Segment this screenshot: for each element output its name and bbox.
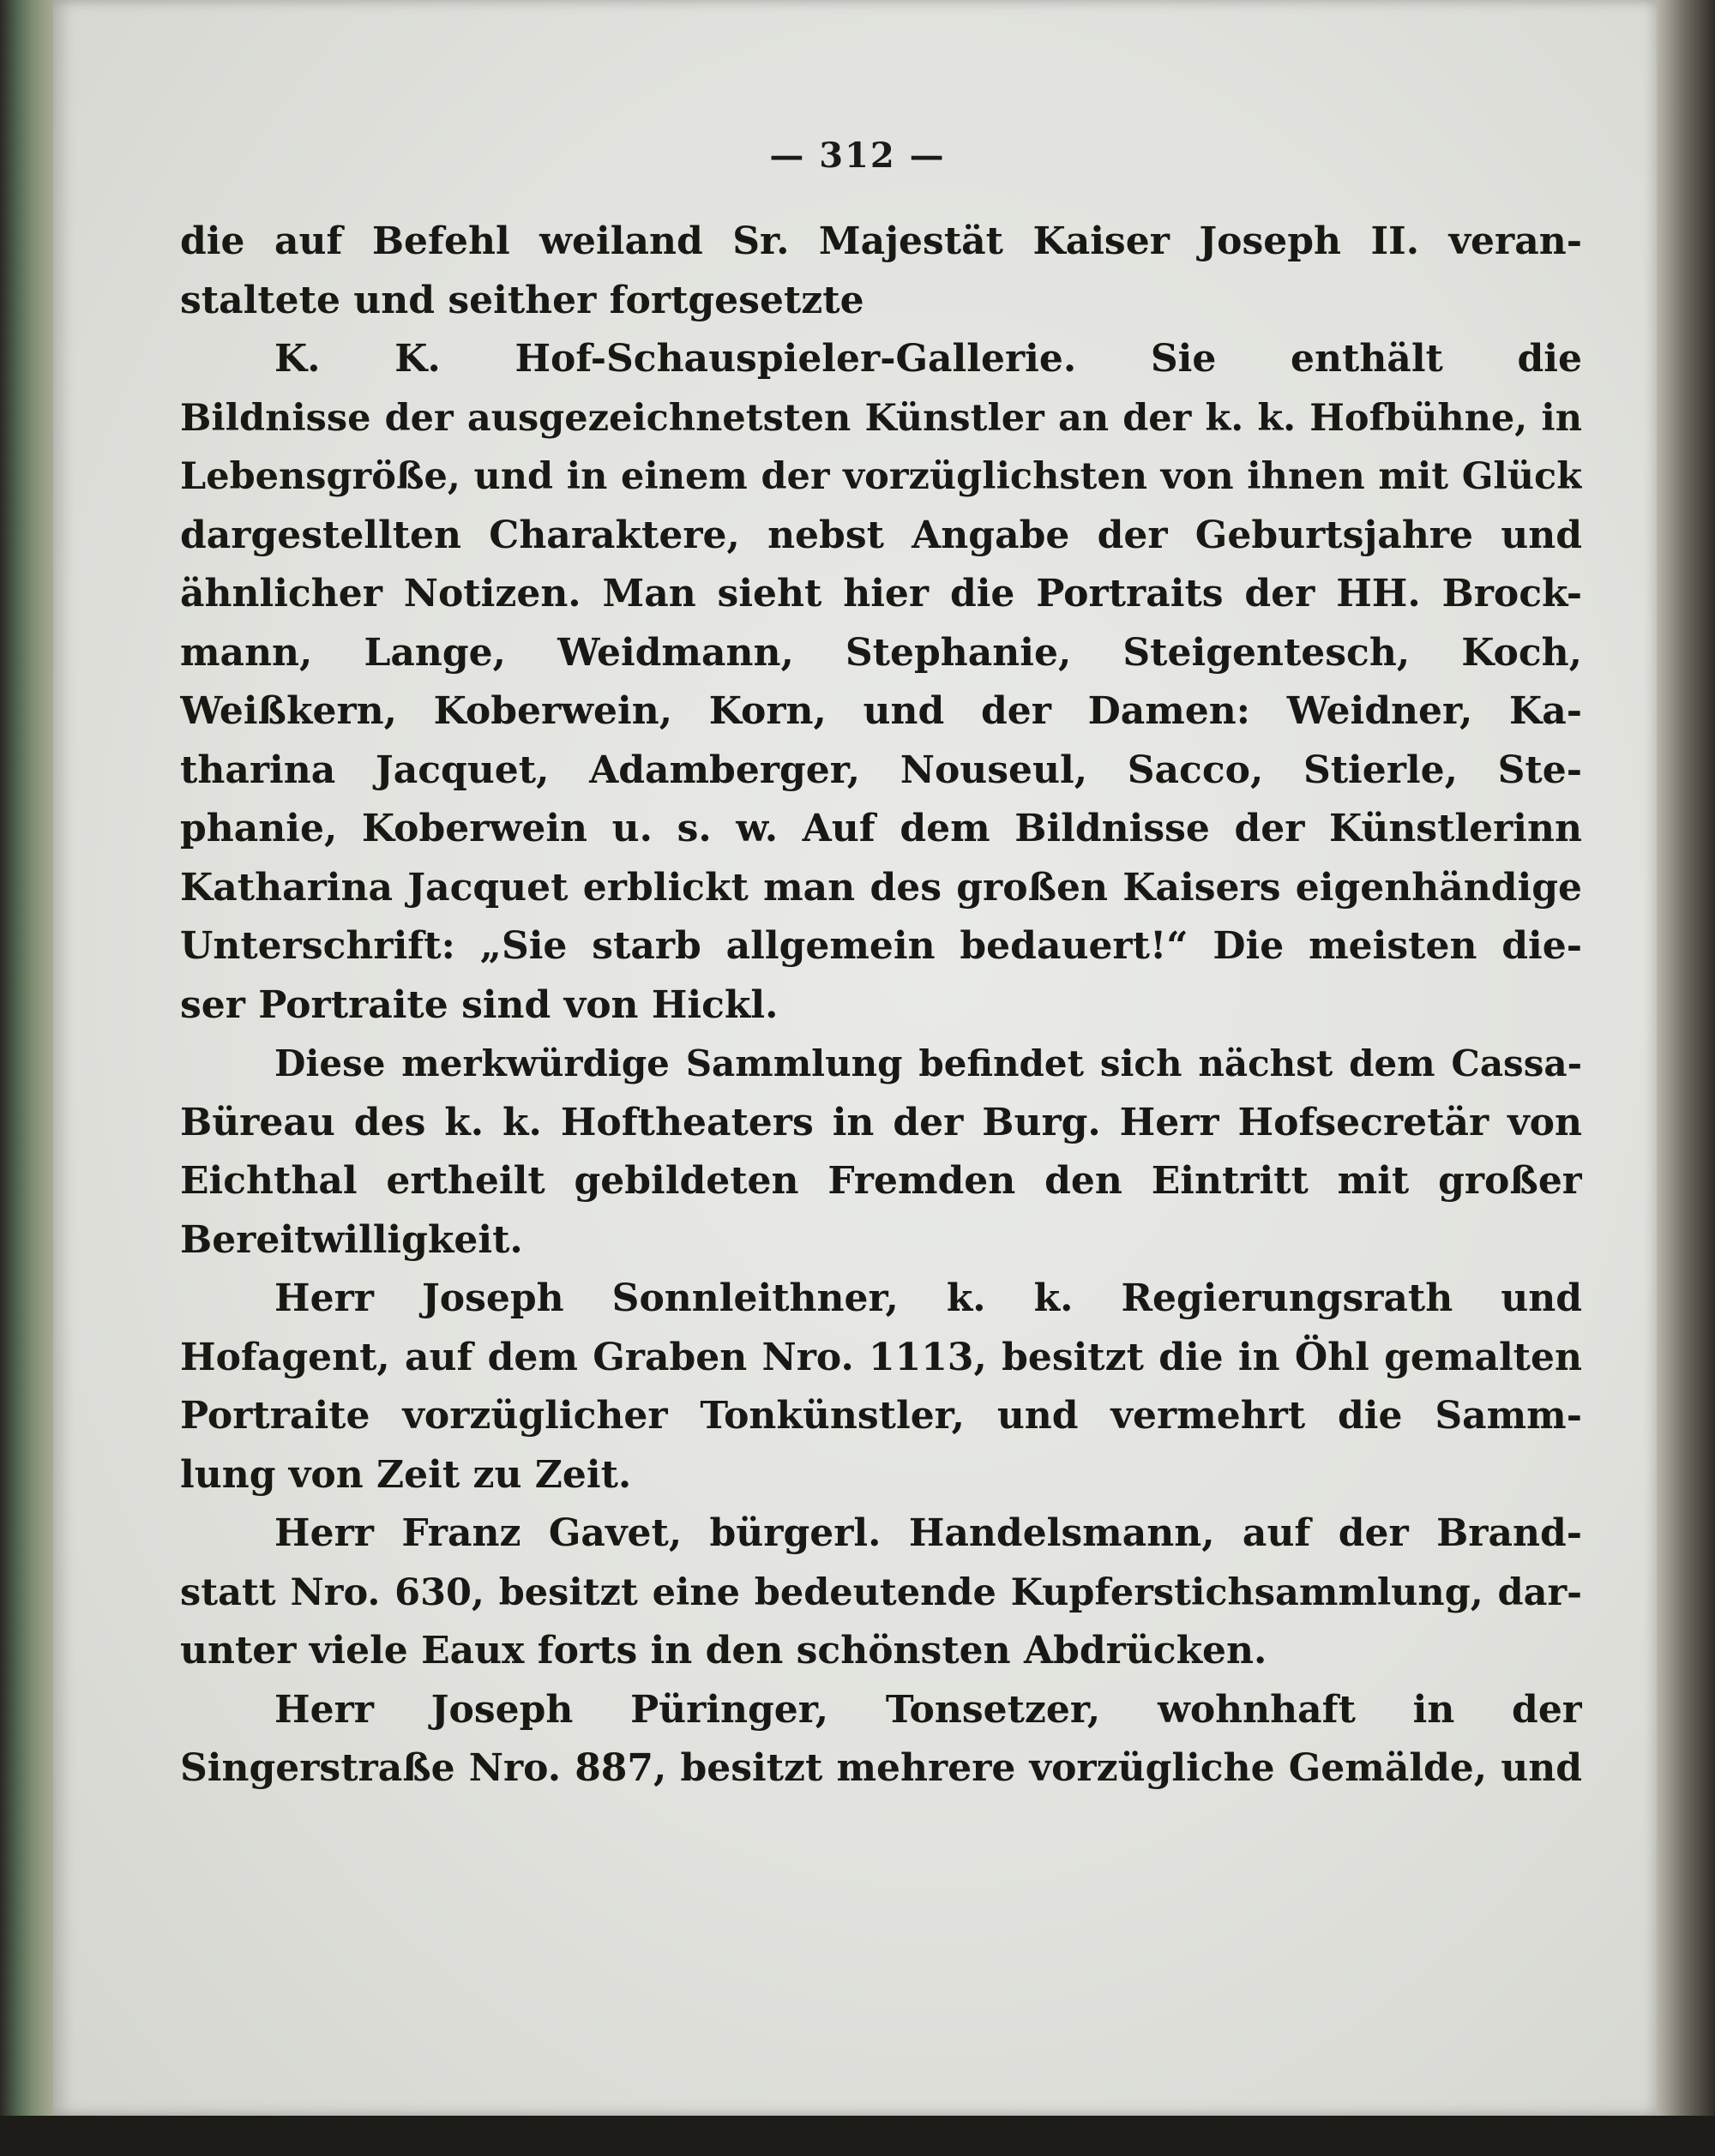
text-line: Diese merkwürdige Sammlung befindet sich nächst dem Cassa- [274, 1042, 1582, 1084]
text-line: ser Portraite sind von Hickl. [180, 982, 779, 1027]
text-line: tharina Jacquet, Adamberger, Nouseul, Sacco, Stierle, Ste- [180, 748, 1582, 792]
text-line: Weißkern, Koberwein, Korn, und der Damen: Weidner, Ka- [180, 689, 1582, 733]
body-text [180, 213, 1582, 1799]
text-line: Büreau des k. k. Hoftheaters in der Burg. Herr Hofsecretär von [180, 1100, 1582, 1144]
bottom-shadow [0, 2116, 1715, 2156]
text-line: Lebensgröße, und in einem der vorzüglichsten von ihnen mit Glück [180, 455, 1582, 498]
text-line: Bereitwilligkeit. [180, 1217, 523, 1262]
text-line: Bildnisse der ausgezeichnetsten Künstler an der k. k. Hofbühne, in [180, 396, 1582, 440]
text-line: Hofagent, auf dem Graben Nro. 1113, besitzt die in Öhl gemalten [180, 1335, 1582, 1379]
text-line: Unterschrift: „Sie starb allgemein bedauert!“ Die meisten die- [180, 924, 1582, 968]
page-number: — 312 — [769, 135, 946, 176]
text-line: mann, Lange, Weidmann, Stephanie, Steigentesch, Koch, [180, 630, 1582, 675]
text-line: unter viele Eaux forts in den schönsten Abdrücken. [180, 1629, 1267, 1673]
text-line: staltete und seither fortgesetzte [180, 278, 864, 322]
text-line: lung von Zeit zu Zeit. [180, 1452, 632, 1497]
text-line: Portraite vorzüglicher Tonkünstler, und vermehrt die Samm- [180, 1394, 1582, 1438]
text-line: Herr Franz Gavet, bürgerl. Handelsmann, auf der Brand- [274, 1511, 1582, 1555]
text-line: Katharina Jacquet erblickt man des großen Kaisers eigenhändige [180, 865, 1582, 910]
text-line: Eichthal ertheilt gebildeten Fremden den Eintritt mit großer [180, 1159, 1582, 1203]
text-line: Herr Joseph Püringer, Tonsetzer, wohnhaft in der [274, 1687, 1582, 1732]
text-line: Singerstraße Nro. 887, besitzt mehrere vorzügliche Gemälde, und [180, 1746, 1582, 1790]
text-line: dargestellten Charaktere, nebst Angabe der Geburtsjahre und [180, 513, 1582, 557]
text-line: Herr Joseph Sonnleithner, k. k. Regierungsrath und [274, 1276, 1582, 1320]
book-binding [0, 0, 53, 2116]
text-line: ähnlicher Notizen. Man sieht hier die Portraits der HH. Brock- [180, 572, 1582, 616]
text-line: die auf Befehl weiland Sr. Majestät Kaiser Joseph II. veran- [180, 219, 1582, 263]
page-edge [1657, 0, 1715, 2116]
text-line: statt Nro. 630, besitzt eine bedeutende Kupferstichsammlung, dar- [180, 1570, 1582, 1614]
text-line: K. K. Hof-Schauspieler-Gallerie. Sie enthält die [274, 337, 1582, 381]
text-line: phanie, Koberwein u. s. w. Auf dem Bildnisse der Künstlerinn [180, 807, 1582, 850]
